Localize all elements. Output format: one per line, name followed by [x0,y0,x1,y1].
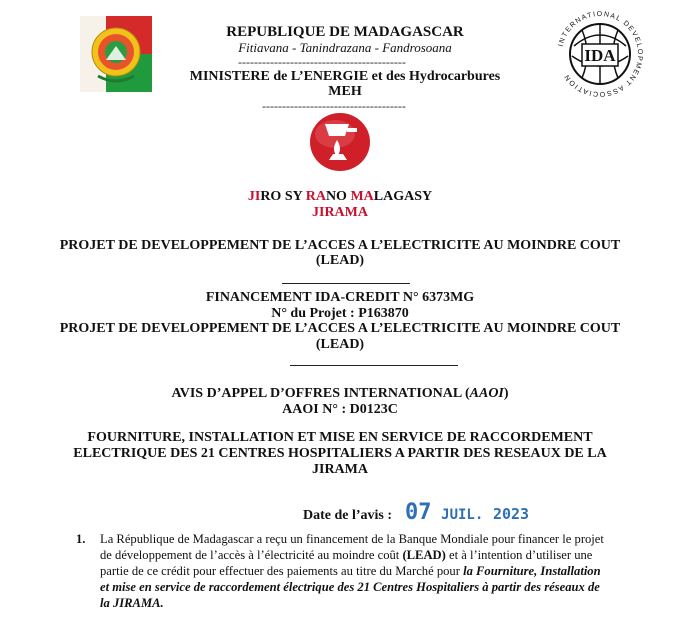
jirama-logo [307,110,373,174]
project-number: N° du Projet : P163870 [271,306,409,321]
jirama-name-part: MA [350,189,374,204]
header-separator-1: ------------------------------------------ [238,55,406,69]
financing-project-title-line2: (LEAD) [315,337,365,352]
paragraph-line: la JIRAMA. [100,596,164,610]
subject-line2: ELECTRIQUE DES 21 CENTRES HOSPITALIERS A PARTIR DES RESEAUX DE LA [73,446,607,461]
paragraph-line: et mise en service de raccordement électrique des 21 Centres Hospitaliers à partir des réseaux de [100,580,600,594]
ministry-abbreviation: MEH [328,84,362,99]
paragraph-text: et à l’intention d’utiliser une [445,548,593,562]
date-stamp-day: 07 [405,500,432,525]
date-stamp-month: JUIL. [441,507,484,523]
notice-title-suffix: ) [503,386,509,401]
ida-seal-logo [552,6,648,102]
notice-title [40,386,640,402]
jirama-name-part: LAGASY [373,189,433,204]
paragraph-bold-text: (LEAD) [402,548,446,562]
date-label: Date de l’avis : [303,508,393,523]
country-name: REPUBLIQUE DE MADAGASCAR [226,24,464,40]
paragraph-bold-text: la Fourniture, Installation [463,564,601,578]
subject-line3: JIRAMA [312,462,368,477]
jirama-name-part: NO [325,189,351,204]
subject-line1: FOURNITURE, INSTALLATION ET MISE EN SERVICE DE RACCORDEMENT [87,430,593,445]
paragraph-line [100,563,620,579]
madagascar-emblem-logo [80,16,152,92]
paragraph-line [100,547,620,563]
ida-ring-text: INTERNATIONAL DEVELOPMENT ASSOCIATION [557,10,644,98]
jirama-abbreviation: JIRAMA [312,205,368,220]
notice-title-abbr: AAOI [469,386,504,401]
financing-credit: FINANCEMENT IDA-CREDIT N° 6373MG [205,290,475,305]
aaoi-number: AAOI N° : D0123C [282,402,398,417]
ministry-name: MINISTERE de L’ENERGIE et des Hydrocarbures [189,69,501,84]
header-separator-2: ------------------------------------ [262,99,406,113]
national-motto: Fitiavana - Tanindrazana - Fandrosoana [238,40,452,55]
jirama-name-part: RA [305,189,326,204]
project-title-line2: (LEAD) [315,253,365,268]
date-stamp [405,500,529,525]
date-stamp-year: 2023 [492,505,530,523]
jirama-full-name [150,189,530,205]
jirama-name-part: RO SY [260,189,306,204]
paragraph-line: La République de Madagascar a reçu un financement de la Banque Mondiale pour financer le projet [100,532,604,546]
paragraph-1 [100,531,620,611]
paragraph-text: de développement de l’accès à l’électricité au moindre coût [100,548,403,562]
notice-title-prefix: AVIS D’APPEL D’OFFRES INTERNATIONAL ( [171,386,470,401]
paragraph-number: 1. [76,532,86,546]
financing-project-title-line1: PROJET DE DEVELOPPEMENT DE L’ACCES A L’ELECTRICITE AU MOINDRE COUT [59,321,621,336]
ida-seal-text: IDA [584,46,616,65]
separator-line-1 [282,283,410,284]
jirama-name-part: JI [247,189,261,204]
paragraph-text: partie de ce crédit pour effectuer des paiements au titre du Marché pour [100,564,464,578]
project-title-line1: PROJET DE DEVELOPPEMENT DE L’ACCES A L’ELECTRICITE AU MOINDRE COUT [59,238,621,253]
separator-line-2 [290,365,458,366]
